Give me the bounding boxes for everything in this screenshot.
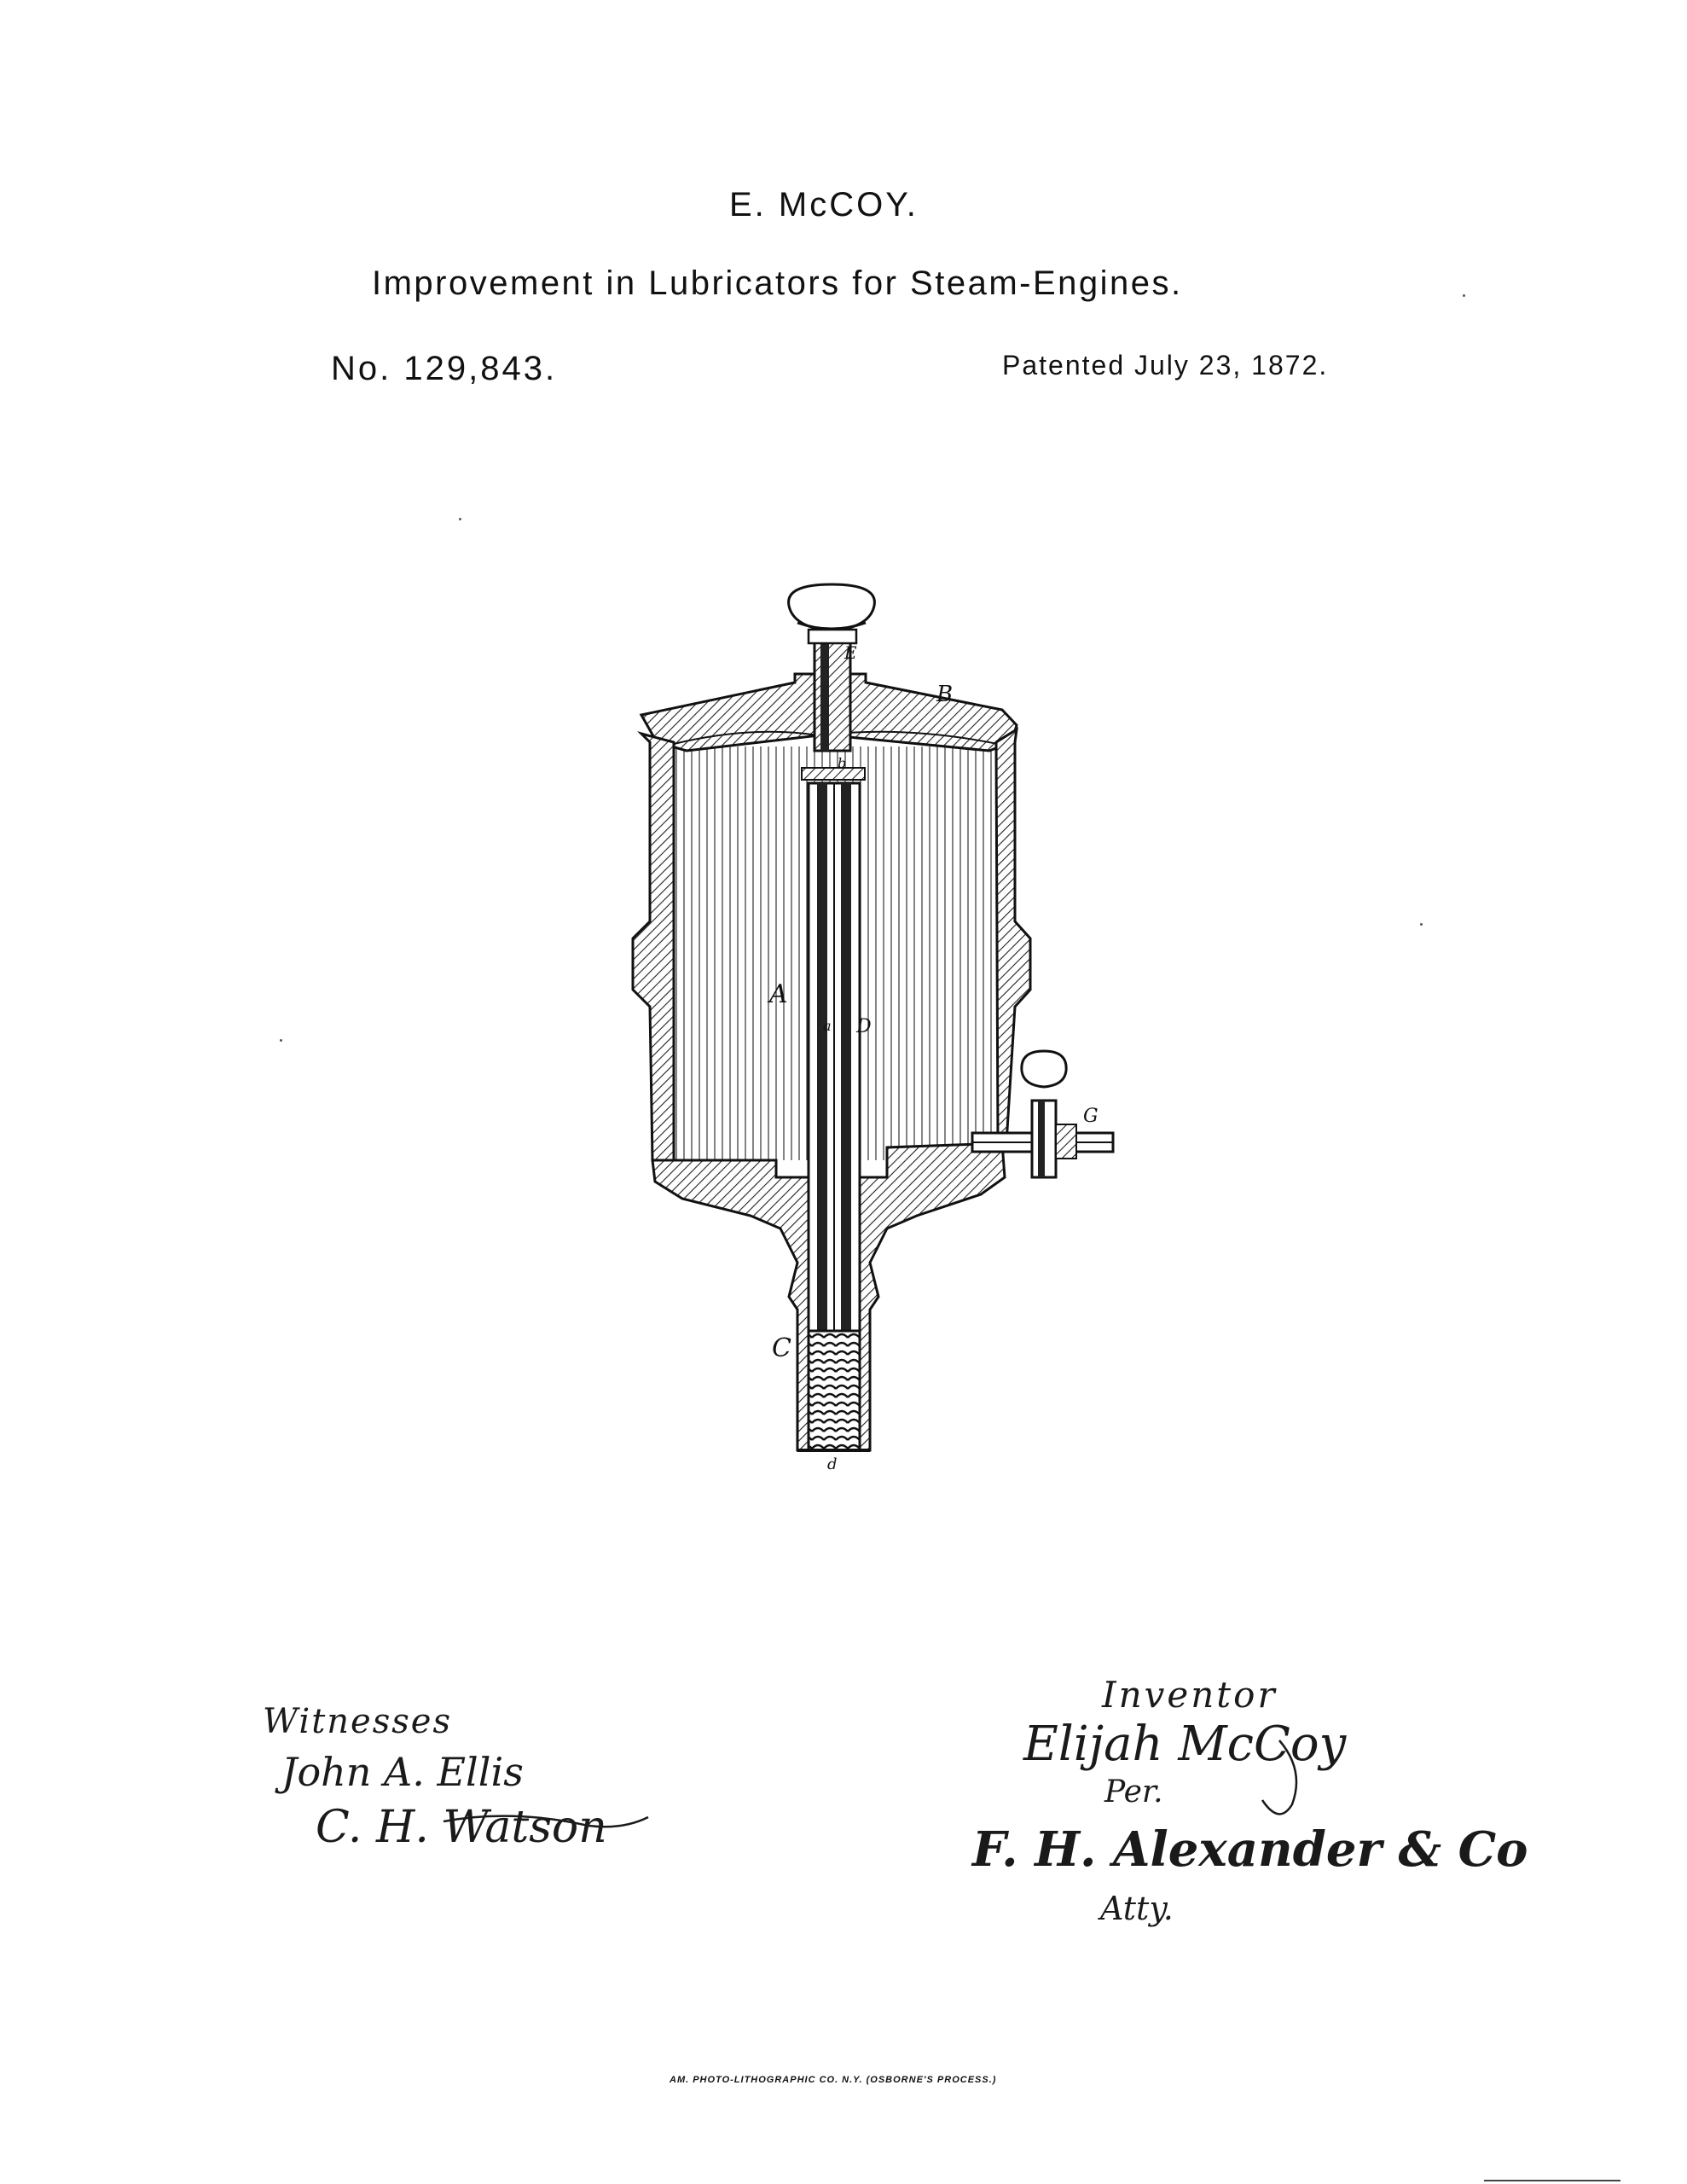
label-b-small: b [838,755,847,771]
label-e: E [844,642,857,663]
scan-speck [1463,294,1465,297]
label-c: C [772,1333,791,1363]
label-d-small: d [827,1455,838,1473]
left-wall [633,734,674,1160]
witness-1-signature: John A. Ellis [281,1749,524,1795]
witness-2-signature: C. H. Watson [316,1802,607,1853]
bottom-edge-rule [1484,2180,1620,2181]
patent-title: Improvement in Lubricators for Steam-Engines. [372,264,1183,302]
witnesses-label: Witnesses [263,1702,452,1741]
patent-date: Patented July 23, 1872. [1002,350,1329,380]
scan-speck [1420,923,1423,926]
per-label: Per. [1104,1774,1163,1809]
faucet-knob [1022,1051,1066,1087]
scan-speck [280,1039,282,1042]
label-g: G [1083,1106,1099,1127]
label-b: B [936,682,954,707]
patent-inventor-header: E. McCOY. [729,186,919,224]
scan-speck [459,518,461,520]
label-a-small: a [823,1018,832,1034]
patent-number: No. 129,843. [331,350,558,387]
label-d: D [856,1016,872,1037]
inventor-label: Inventor [1102,1674,1278,1716]
inventor-signature: Elijah McCoy [1023,1716,1347,1772]
attorney-signature: F. H. Alexander & Co [972,1821,1528,1878]
printer-credit: AM. PHOTO-LITHOGRAPHIC CO. N.Y. (OSBORNE'S PROCESS.) [670,2075,997,2085]
label-a: A [769,979,788,1009]
threaded-end [809,1331,860,1450]
attorney-label: Atty. [1100,1890,1174,1927]
